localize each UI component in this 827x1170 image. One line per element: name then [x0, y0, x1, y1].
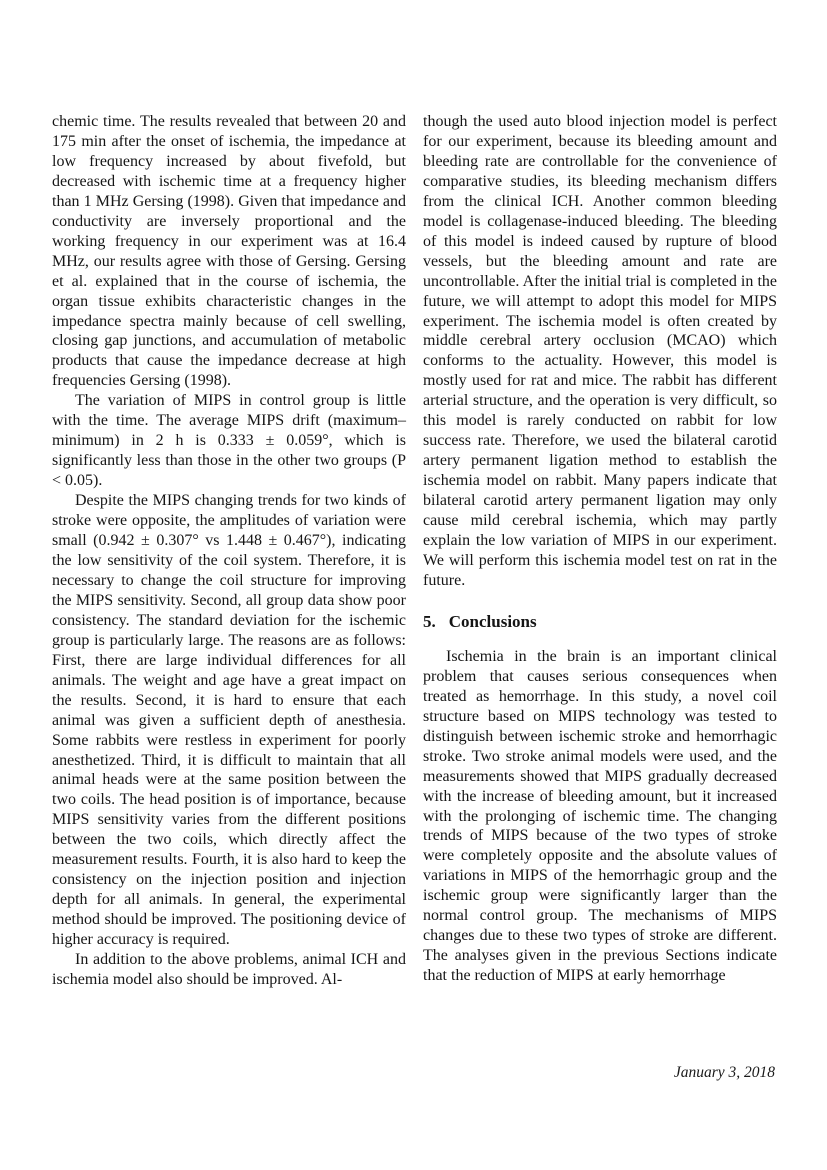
- section-number: 5.: [423, 611, 436, 631]
- paragraph: In addition to the above problems, animal ICH and ischemia model also should be improved. Al-: [52, 951, 406, 988]
- two-column-layout: [52, 112, 777, 990]
- right-column: [423, 112, 777, 990]
- paragraph: though the used auto blood injection model is perfect for our experiment, because its bleeding amount and bleeding rate are controllable for the convenience of comparative studies, its bleeding mechanism differs from the clinical ICH. Another common bleeding model is collagenase-induced bleeding. The bleeding of this model is indeed caused by rupture of blood vessels, but the bleeding amount and rate are uncontrollable. After the initial trial is completed in the future, we will attempt to adopt this model for MIPS experiment. The ischemia model is often created by middle cerebral artery occlusion (MCAO) which conforms to the actuality. However, this model is mostly used for rat and mice. The rabbit has different arterial structure, and the operation is very difficult, so this model is rarely conducted on rabbit for low success rate. Therefore, we used the bilateral carotid artery permanent ligation method to establish the ischemia model on rabbit. Many papers indicate that bilateral carotid artery permanent ligation may only cause mild cerebral ischemia, which may partly explain the low variation of MIPS in our experiment. We will perform this ischemia model test on rat in the future.: [423, 113, 777, 589]
- date-footer: January 3, 2018: [673, 1064, 775, 1081]
- paragraph: Despite the MIPS changing trends for two kinds of stroke were opposite, the amplitudes of variation were small (0.942 ± 0.307° vs 1.448 ± 0.467°), indicating the low sensitivity of the coil system. Therefore, it is necessary to change the coil structure for improving the MIPS sensitivity. Second, all group data show poor consistency. The standard deviation for the ischemic group is particularly large. The reasons are as follows: First, there are large individual differences for all animals. The weight and age have a great impact on the results. Second, it is hard to ensure that each animal was given a sufficient depth of anesthesia. Some rabbits were restless in experiment for poorly anesthetized. Third, it is difficult to maintain that all animal heads were at the same position between the two coils. The head position is of importance, because MIPS sensitivity varies from the different positions between the two coils, which directly affect the measurement results. Fourth, it is also hard to keep the consistency on the injection position and injection depth for all animals. In general, the experimental method should be improved. The positioning device of higher accuracy is required.: [52, 492, 406, 949]
- left-column: [52, 112, 406, 990]
- section-heading: [423, 612, 777, 632]
- paragraph: chemic time. The results revealed that between 20 and 175 min after the onset of ischemia, the impedance at low frequency increased by about fivefold, but decreased with ischemic time at a frequency higher than 1 MHz Gersing (1998). Given that impedance and conductivity are inversely proportional and the working frequency in our experiment was at 16.4 MHz, our results agree with those of Gersing. Gersing et al. explained that in the course of ischemia, the organ tissue exhibits characteristic changes in the impedance spectra mainly because of cell swelling, closing gap junctions, and accumulation of metabolic products that cause the impedance decrease at high frequencies Gersing (1998).: [52, 113, 406, 390]
- paragraph: Ischemia in the brain is an important clinical problem that causes serious consequences when treated as hemorrhage. In this study, a novel coil structure based on MIPS technology was tested to distinguish between ischemic stroke and hemorrhagic stroke. Two stroke animal models were used, and the measurements showed that MIPS gradually decreased with the increase of bleeding amount, but it increased with the prolonging of ischemic time. The changing trends of MIPS because of the two types of stroke were completely opposite and the absolute values of variations in MIPS of the hemorrhagic group and the ischemic group were significantly larger than the normal control group. The mechanisms of MIPS changes due to these two types of stroke are different. The analyses given in the previous Sections indicate that the reduction of MIPS at early hemorrhage: [423, 647, 777, 985]
- paragraph: The variation of MIPS in control group is little with the time. The average MIPS drift (maximum– minimum) in 2 h is 0.333 ± 0.059°, which is significantly less than those in the other two groups (P < 0.05).: [52, 392, 406, 490]
- section-title: Conclusions: [448, 611, 537, 631]
